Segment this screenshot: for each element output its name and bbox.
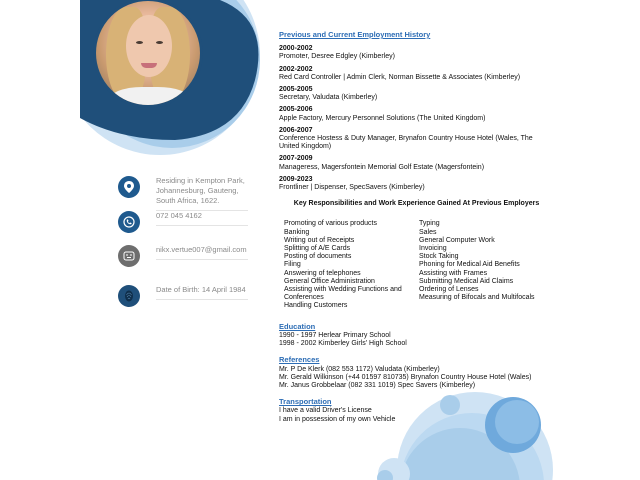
reference-line: Mr. P De Klerk (082 553 1172) Valudata (Kimberley) <box>279 365 440 373</box>
main-content <box>279 31 554 424</box>
job-desc: Apple Factory, Mercury Personnel Solutions (The United Kingdom) <box>279 114 486 122</box>
phone-text: 072 045 4162 <box>156 211 248 226</box>
list-item: Writing out of Receipts <box>284 236 355 244</box>
education-line: 1990 - 1997 Herlear Primary School <box>279 331 391 339</box>
job-entry <box>279 106 554 122</box>
education-line: 1998 - 2002 Kimberley Girls' High School <box>279 340 407 348</box>
list-item: Splitting of A/E Cards <box>284 245 351 253</box>
list-item: Assisting with Wedding Functions and Conferences <box>284 286 402 302</box>
dob-text: Date of Birth: 14 April 1984 <box>156 285 248 300</box>
list-item: Typing <box>419 220 440 228</box>
education-title: Education <box>279 321 316 331</box>
job-desc: Red Card Controller | Admin Clerk, Norman Bissette & Associates (Kimberley) <box>279 73 521 81</box>
references-title: References <box>279 355 320 365</box>
location-pin-icon <box>118 176 140 198</box>
job-years: 2002-2002 <box>279 65 313 73</box>
reference-line: Mr. Gerald Wilkinson (+44 01597 810735) Brynafon Country House Hotel (Wales) <box>279 373 532 381</box>
contact-phone <box>118 211 258 233</box>
job-entry <box>279 176 554 192</box>
list-item: Invoicing <box>419 245 447 253</box>
phone-icon <box>118 211 140 233</box>
list-item: Ordering of Lenses <box>419 286 479 294</box>
email-text: nikx.vertue007@gmail.com <box>156 245 248 260</box>
responsibilities-title: Key Responsibilities and Work Experience Gained At Previous Employers <box>293 200 540 208</box>
reference-line: Mr. Janus Grobbelaar (082 331 1019) Spec Savers (Kimberley) <box>279 381 476 389</box>
employment-title: Previous and Current Employment History <box>279 30 431 39</box>
job-years: 2005-2005 <box>279 86 313 94</box>
job-years: 2000-2002 <box>279 45 313 53</box>
profile-photo <box>93 0 203 108</box>
contact-dob <box>118 285 258 307</box>
resume-page <box>80 0 560 480</box>
job-years: 2006-2007 <box>279 126 313 134</box>
list-item: Phoning for Medical Aid Benefits <box>419 261 520 269</box>
list-item: Stock Taking <box>419 253 459 261</box>
transportation-title: Transportation <box>279 397 332 407</box>
list-item: General Office Administration <box>284 277 375 285</box>
list-item: General Computer Work <box>419 236 495 244</box>
responsibilities-column-right <box>419 220 554 310</box>
responsibilities-list <box>284 220 554 310</box>
job-desc: Frontliner | Dispenser, SpecSavers (Kimberley) <box>279 184 425 192</box>
list-item: Handling Customers <box>284 302 348 310</box>
list-item: Filing <box>284 261 301 269</box>
job-entry <box>279 45 554 61</box>
list-item: Posting of documents <box>284 253 352 261</box>
email-icon <box>118 245 140 267</box>
contact-email <box>118 245 258 267</box>
list-item: Submitting Medical Aid Claims <box>419 277 514 285</box>
list-item: Banking <box>284 228 310 236</box>
job-entry <box>279 155 554 171</box>
responsibilities-column-left <box>284 220 419 310</box>
job-desc: Secretary, Valudata (Kimberley) <box>279 94 378 102</box>
address-text: Residing in Kempton Park, Johannesburg, Gauteng, South Africa, 1622. <box>156 176 248 211</box>
transportation-line: I have a valid Driver's License <box>279 407 372 415</box>
job-desc: Manageress, Magersfontein Memorial Golf Estate (Magersfontein) <box>279 163 485 171</box>
job-years: 2009-2023 <box>279 175 313 183</box>
job-entry <box>279 127 554 152</box>
contact-address <box>118 176 258 211</box>
list-item: Promoting of various products <box>284 220 377 228</box>
job-years: 2007-2009 <box>279 155 313 163</box>
list-item: Measuring of Bifocals and Multifocals <box>419 294 535 302</box>
job-desc: Conference Hostess & Duty Manager, Brynafon Country House Hotel (Wales, The United Kingdom) <box>279 135 533 151</box>
job-desc: Promoter, Desree Edgley (Kimberley) <box>279 53 395 61</box>
job-years: 2005-2006 <box>279 106 313 114</box>
job-entry <box>279 66 554 82</box>
job-entry <box>279 86 554 102</box>
fingerprint-icon <box>118 285 140 307</box>
list-item: Assisting with Frames <box>419 269 488 277</box>
list-item: Answering of telephones <box>284 269 361 277</box>
list-item: Sales <box>419 228 437 236</box>
transportation-line: I am in possession of my own Vehicle <box>279 415 396 423</box>
